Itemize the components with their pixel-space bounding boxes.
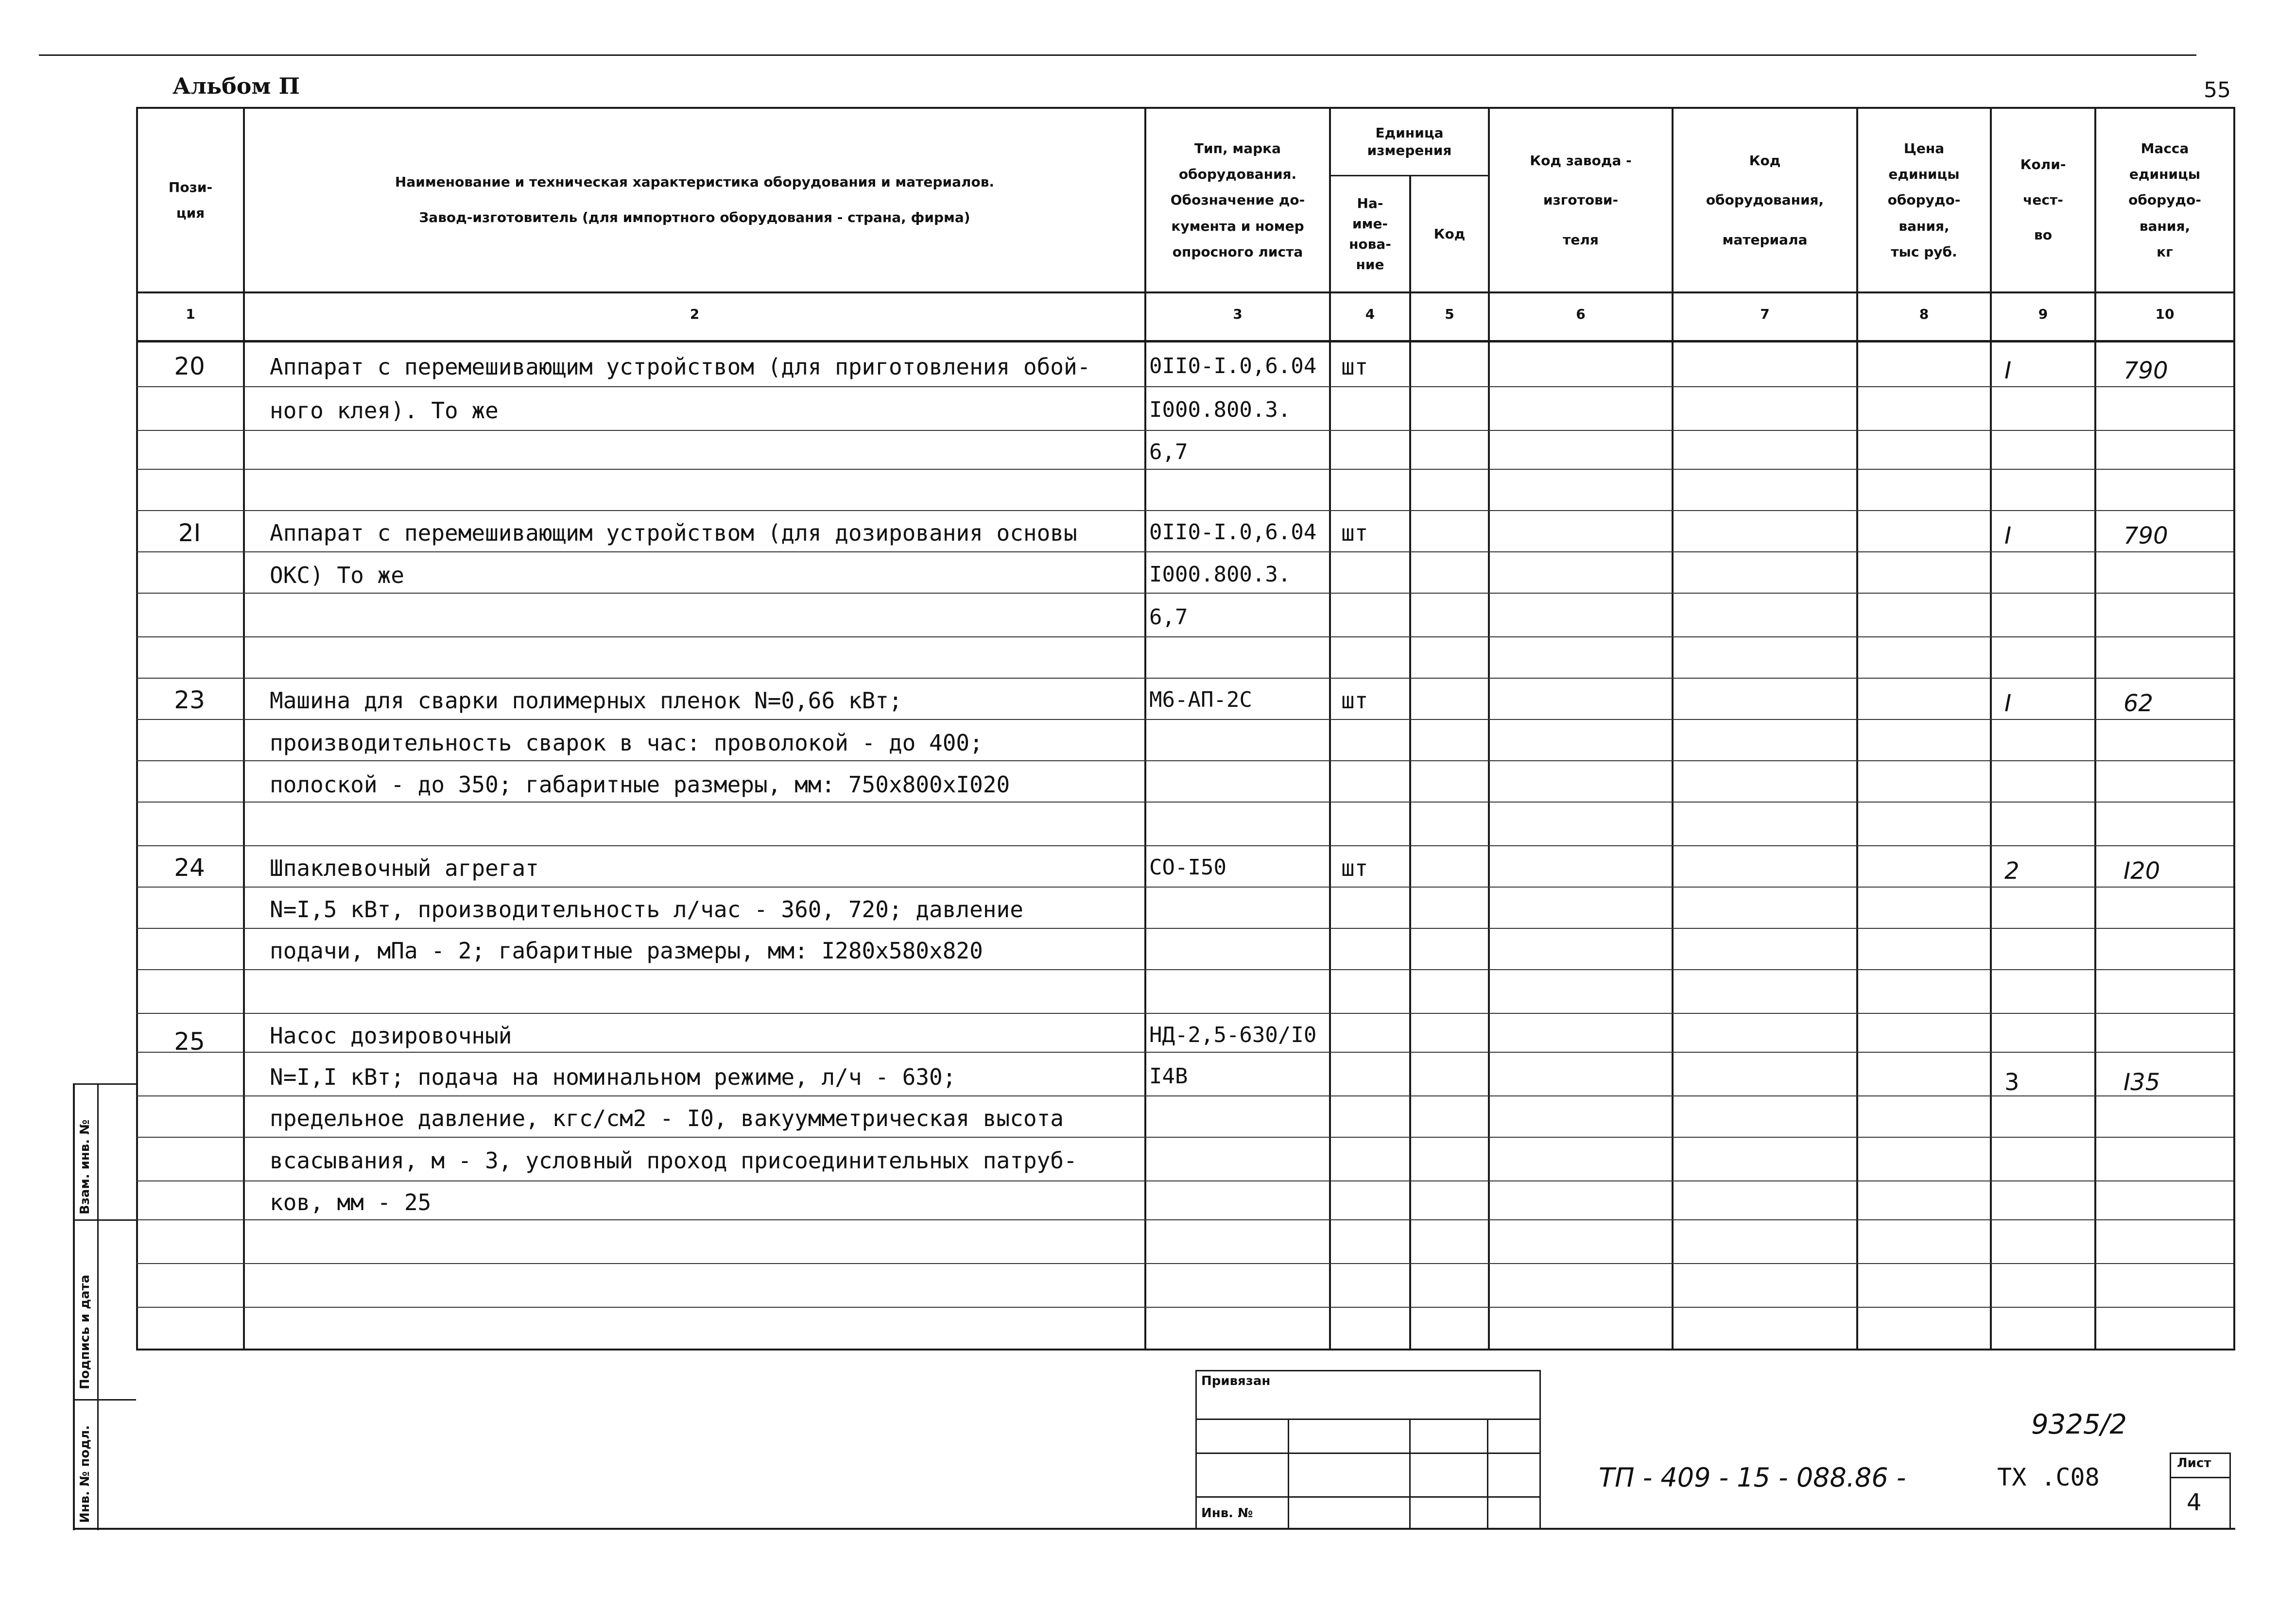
page-corner-number: 55: [2204, 78, 2231, 103]
handwritten-number: 9325/2: [2031, 1409, 2127, 1440]
type-code: М6-АП-2С: [1149, 687, 1252, 712]
header-equipment-code: Код оборудования, материала: [1706, 153, 1824, 248]
type-code: 0II0-I.0,6.04: [1149, 354, 1317, 378]
mass: 790: [2123, 522, 2168, 549]
header-quantity: Коли- чест- во: [2020, 156, 2066, 243]
position-number: 23: [174, 686, 205, 714]
column-number-4: 4: [1365, 306, 1375, 322]
type-code: 0II0-I.0,6.04: [1149, 520, 1317, 545]
description-line: N=I,5 кВт, производительность л/час - 360, 720; давление: [270, 896, 1023, 923]
mass: I20: [2123, 857, 2160, 885]
unit-name: шт: [1341, 520, 1368, 546]
type-code: 6,7: [1149, 440, 1188, 464]
header-type: Тип, марка оборудования. Обозначение до- кумента и номер опросного листа: [1170, 140, 1305, 260]
mass: 790: [2123, 357, 2168, 384]
column-number-5: 5: [1445, 306, 1454, 322]
description-line: предельное давление, кгс/см2 - I0, вакуумметрическая высота: [270, 1105, 1064, 1131]
position-number: 25: [174, 1027, 205, 1056]
sheet-number: 4: [2187, 1489, 2202, 1516]
column-number-6: 6: [1576, 306, 1586, 322]
description-line: подачи, мПа - 2; габаритные размеры, мм: I280x580x820: [270, 938, 983, 964]
position-number: 20: [174, 352, 205, 380]
sheet-label: Лист: [2177, 1456, 2211, 1470]
description-line: Машина для сварки полимерных пленок N=0,66 кВт;: [270, 687, 902, 714]
unit-name: шт: [1341, 855, 1368, 881]
column-number-1: 1: [186, 306, 195, 322]
description-line: всасывания, м - 3, условный проход присоединительных патруб-: [270, 1147, 1077, 1174]
type-code: 6,7: [1149, 605, 1188, 630]
side-label-signature: Подпись и дата: [78, 1274, 92, 1389]
description-line: ков, мм - 25: [270, 1189, 432, 1215]
description-line: N=I,I кВт; подача на номинальном режиме, л/ч - 630;: [270, 1064, 956, 1090]
column-number-8: 8: [1919, 306, 1929, 322]
column-number-10: 10: [2155, 306, 2175, 322]
description-line: производительность сварок в час: проволокой - до 400;: [270, 730, 983, 756]
type-code: СО-I50: [1149, 855, 1226, 880]
header-unit-group: Единица измерения: [1367, 124, 1452, 158]
header-price: Цена единицы оборудо- вания, тыс руб.: [1887, 140, 1961, 260]
top-margin-line: [39, 54, 2196, 56]
description-line: Шпаклевочный агрегат: [270, 855, 539, 881]
side-label-inv-no: Инв. № подл.: [78, 1425, 92, 1523]
position-number: 2I: [178, 519, 201, 547]
quantity: 3: [2004, 1069, 2020, 1096]
stamp-inv-label: Инв. №: [1201, 1506, 1253, 1521]
column-number-7: 7: [1760, 306, 1770, 322]
unit-name: шт: [1341, 687, 1368, 714]
header-unit-code: Код: [1433, 225, 1466, 242]
quantity: I: [2004, 522, 2012, 549]
description-line: Насос дозировочный: [270, 1023, 512, 1049]
header-name: Наименование и техническая характеристика оборудования и материалов. Завод-изготовитель (для импортного оборудования - страна, фирма): [395, 174, 995, 225]
description-line: Аппарат с перемешивающим устройством (для дозирования основы: [270, 520, 1077, 546]
header-factory-code: Код завода - изготови- теля: [1530, 153, 1632, 248]
mass: I35: [2123, 1069, 2160, 1096]
album-label: Альбом П: [173, 73, 300, 99]
description-line: ОКС) То же: [270, 562, 404, 588]
type-code: I000.800.3.: [1149, 397, 1291, 422]
position-number: 24: [174, 854, 205, 882]
unit-name: шт: [1341, 354, 1368, 380]
description-line: полоской - до 350; габаритные размеры, мм: 750x800xI020: [270, 771, 1010, 798]
type-code: НД-2,5-630/I0: [1149, 1023, 1317, 1047]
type-code: I4В: [1149, 1064, 1188, 1089]
header-position: Пози- ция: [168, 179, 213, 221]
document-suffix: ТХ .С08: [1997, 1463, 2100, 1491]
document-code: ТП - 409 - 15 - 088.86 -: [1599, 1462, 1906, 1493]
stamp-approved-label: Привязан: [1201, 1374, 1271, 1388]
column-number-2: 2: [690, 306, 700, 322]
side-label-replace: Взам. инв. №: [78, 1119, 92, 1214]
description-line: ного клея). То же: [270, 397, 499, 424]
description-line: Аппарат с перемешивающим устройством (для приготовления обой-: [270, 354, 1091, 380]
column-number-9: 9: [2038, 306, 2048, 322]
quantity: I: [2004, 690, 2012, 717]
mass: 62: [2123, 690, 2154, 717]
quantity: 2: [2004, 857, 2020, 885]
header-unit-name: На- име- нова- ние: [1349, 195, 1391, 273]
column-number-3: 3: [1233, 306, 1243, 322]
header-mass: Масса единицы оборудо- вания, кг: [2128, 140, 2201, 260]
quantity: I: [2004, 357, 2012, 384]
type-code: I000.800.3.: [1149, 562, 1291, 587]
